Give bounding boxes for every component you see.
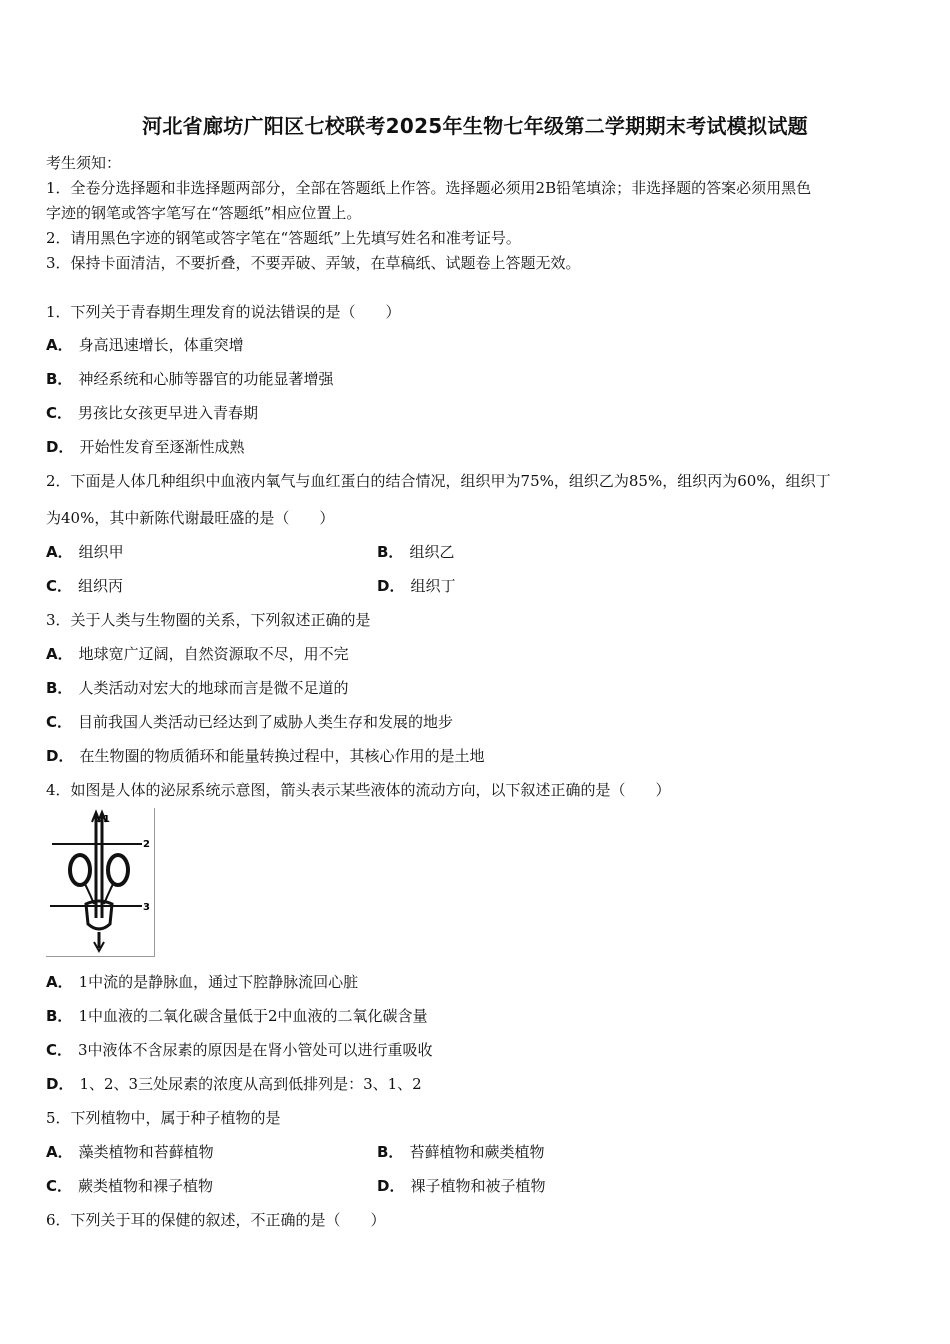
option-label: B． xyxy=(46,370,73,388)
question-2-option-b[interactable] xyxy=(377,542,454,562)
question-4-option-d[interactable] xyxy=(46,1074,422,1094)
option-label: A． xyxy=(46,645,73,663)
option-text: 1中流的是静脉血，通过下腔静脉流回心脏 xyxy=(78,973,359,991)
option-text: 男孩比女孩更早进入青春期 xyxy=(78,404,259,422)
option-label: D． xyxy=(46,1075,74,1093)
option-text: 开始性发育至逐渐性成熟 xyxy=(79,438,245,456)
figure-label-2: 2 xyxy=(143,839,150,850)
question-5-stem: 5．下列植物中，属于种子植物的是 xyxy=(46,1109,281,1127)
question-1-option-d[interactable] xyxy=(46,437,244,457)
question-3-option-c[interactable] xyxy=(46,712,453,732)
option-text: 1中血液的二氧化碳含量低于2中血液的二氧化碳含量 xyxy=(78,1007,428,1025)
option-text: 蕨类植物和裸子植物 xyxy=(78,1177,214,1195)
question-5-option-c[interactable] xyxy=(46,1176,213,1196)
option-label: C． xyxy=(46,1041,73,1059)
figure-label-3: 3 xyxy=(143,902,150,913)
exam-title: 河北省廊坊广阳区七校联考2025年生物七年级第二学期期末考试模拟试题 xyxy=(142,114,808,138)
option-label: B． xyxy=(46,1007,73,1025)
question-4-option-c[interactable] xyxy=(46,1040,433,1060)
option-label: D． xyxy=(46,747,74,765)
question-4-option-a[interactable] xyxy=(46,972,358,992)
option-text: 人类活动对宏大的地球而言是微不足道的 xyxy=(78,679,349,697)
question-5-option-d[interactable] xyxy=(377,1176,545,1196)
option-label: A． xyxy=(46,973,73,991)
option-text: 地球宽广辽阔，自然资源取不尽，用不完 xyxy=(78,645,349,663)
figure-label-1: 1 xyxy=(103,814,110,825)
question-4-stem: 4．如图是人体的泌尿系统示意图，箭头表示某些液体的流动方向，以下叙述正确的是（ ） xyxy=(46,781,671,799)
option-text: 身高迅速增长，体重突增 xyxy=(78,336,244,354)
question-4-option-b[interactable] xyxy=(46,1006,428,1026)
option-label: A． xyxy=(46,336,73,354)
option-text: 藻类植物和苔藓植物 xyxy=(78,1143,214,1161)
notice-heading: 考生须知： xyxy=(46,154,122,172)
right-kidney-shape xyxy=(108,855,128,885)
question-1-option-b[interactable] xyxy=(46,369,333,389)
option-text: 目前我国人类活动已经达到了威胁人类生存和发展的地步 xyxy=(78,713,454,731)
question-6-stem: 6．下列关于耳的保健的叙述，不正确的是（ ） xyxy=(46,1211,386,1229)
option-label: C． xyxy=(46,1177,73,1195)
question-3-option-b[interactable] xyxy=(46,678,348,698)
question-1-stem: 1．下列关于青春期生理发育的说法错误的是（ ） xyxy=(46,303,401,321)
question-2-option-c[interactable] xyxy=(46,576,123,596)
question-2-stem-cont: 为40%，其中新陈代谢最旺盛的是（ ） xyxy=(46,509,335,527)
question-2-stem: 2．下面是人体几种组织中血液内氧气与血红蛋白的结合情况，组织甲为75%，组织乙为85%，组织丙为60%，组织丁 xyxy=(46,472,831,490)
option-text: 1、2、3三处尿素的浓度从高到低排列是：3、1、2 xyxy=(79,1075,422,1093)
question-2-option-a[interactable] xyxy=(46,542,124,562)
question-5-option-a[interactable] xyxy=(46,1142,214,1162)
option-label: C． xyxy=(46,404,73,422)
option-text: 神经系统和心肺等器官的功能显著增强 xyxy=(78,370,334,388)
question-1-option-a[interactable] xyxy=(46,335,244,355)
question-3-stem: 3．关于人类与生物圈的关系，下列叙述正确的是 xyxy=(46,611,371,629)
question-3-option-a[interactable] xyxy=(46,644,349,664)
question-1-option-c[interactable] xyxy=(46,403,258,423)
option-text: 3中液体不含尿素的原因是在肾小管处可以进行重吸收 xyxy=(78,1041,433,1059)
option-label: D． xyxy=(377,577,405,595)
option-text: 在生物圈的物质循环和能量转换过程中，其核心作用的是土地 xyxy=(79,747,485,765)
option-label: C． xyxy=(46,577,73,595)
option-label: D． xyxy=(377,1177,405,1195)
option-text: 组织丁 xyxy=(410,577,456,595)
option-label: A． xyxy=(46,1143,73,1161)
option-text: 苔藓植物和蕨类植物 xyxy=(409,1143,545,1161)
notice-line: 字迹的钢笔或答字笔写在“答题纸”相应位置上。 xyxy=(46,204,362,222)
notice-line: 3．保持卡面清洁，不要折叠，不要弄破、弄皱，在草稿纸、试题卷上答题无效。 xyxy=(46,254,581,272)
option-label: B． xyxy=(46,679,73,697)
urinary-system-diagram xyxy=(46,808,155,957)
option-label: B． xyxy=(377,1143,404,1161)
left-kidney-shape xyxy=(70,855,90,885)
option-text: 组织丙 xyxy=(78,577,124,595)
question-2-option-d[interactable] xyxy=(377,576,455,596)
option-text: 裸子植物和被子植物 xyxy=(410,1177,546,1195)
question-5-option-b[interactable] xyxy=(377,1142,544,1162)
option-label: A． xyxy=(46,543,73,561)
option-text: 组织乙 xyxy=(409,543,455,561)
option-label: D． xyxy=(46,438,74,456)
notice-line: 2．请用黑色字迹的钢笔或答字笔在“答题纸”上先填写姓名和准考证号。 xyxy=(46,229,521,247)
notice-line: 1．全卷分选择题和非选择题两部分，全部在答题纸上作答。选择题必须用2B铅笔填涂；非选择题的答案必须用黑色 xyxy=(46,179,812,197)
option-label: B． xyxy=(377,543,404,561)
urinary-system-drawing xyxy=(46,808,154,956)
option-text: 组织甲 xyxy=(78,543,124,561)
question-3-option-d[interactable] xyxy=(46,746,484,766)
option-label: C． xyxy=(46,713,73,731)
